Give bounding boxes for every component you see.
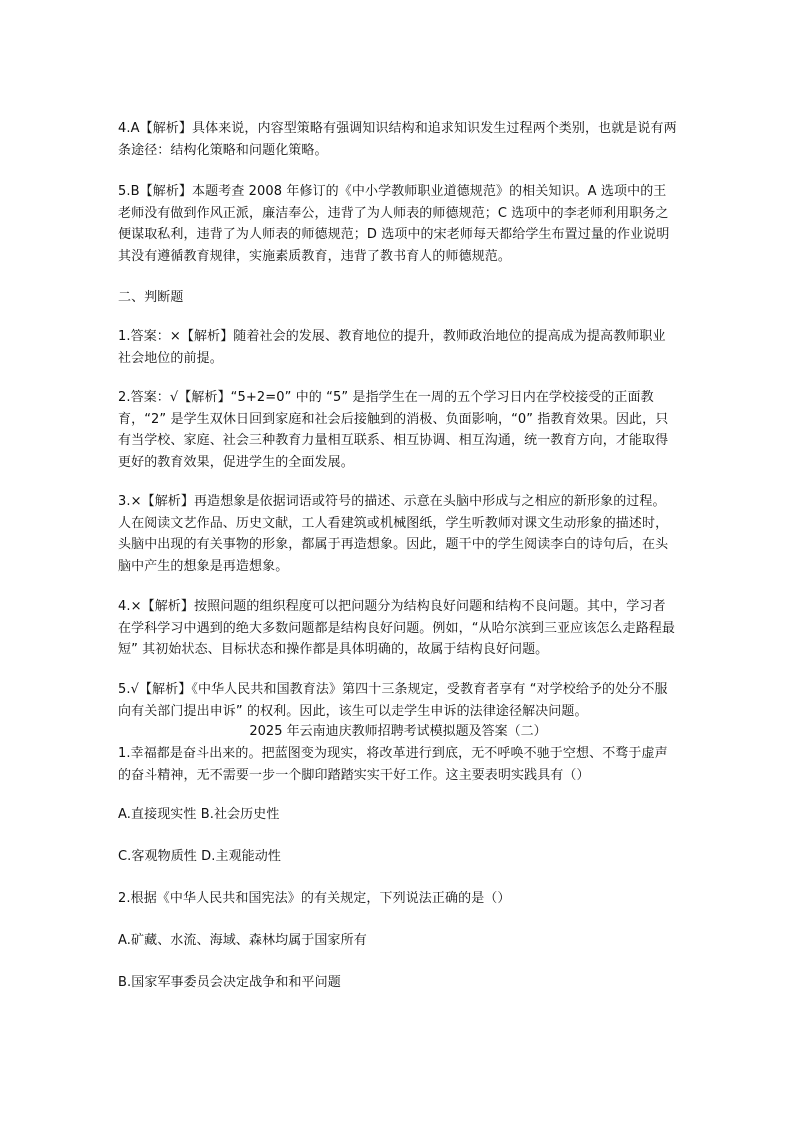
question-2-option-a: A.矿藏、水流、海域、森林均属于国家所有 [118,933,367,948]
explanation-tf-4: 4.×【解析】按照问题的组织程度可以把问题分为结构良好问题和结构不良问题。其中，学习者在学科学习中遇到的绝大多数问题都是结构良好问题。例如，“从哈尔滨到三亚应该怎么走路程最短” 其初始状态、目标状态和操作都是具体明确的，故属于结构良好问题。 [118,599,676,657]
question-1: 1.幸福都是奋斗出来的。把蓝图变为现实，将改革进行到底，无不呼唤不驰于空想、不骛于虚声的奋斗精神，无不需要一步一个脚印踏踏实实干好工作。这主要表明实践具有（） [118,746,668,783]
explanation-tf-3: 3.×【解析】再造想象是依据词语或符号的描述、示意在头脑中形成与之相应的新形象的过程。人在阅读文艺作品、历史文献，工人看建筑或机械图纸，学生听教师对课文生动形象的描述时，头脑中出现的有关事物的形象，都属于再造想象。因此，题干中的学生阅读李白的诗句后，在头脑中产生的想象是再造想象。 [118,494,669,574]
explanation-tf-1: 1.答案：×【解析】随着社会的发展、教育地位的提升，教师政治地位的提高成为提高教师职业社会地位的前提。 [118,329,666,366]
explanation-tf-2: 2.答案：√【解析】“5+2=0” 中的 “5” 是指学生在一周的五个学习日内在学校接受的正面教育，“2” 是学生双休日回到家庭和社会后接触到的消极、负面影响，“0” 指教育效果。因此，只有当学校、家庭、社会三种教育力量相互联系、相互协调、相互沟通，统一教育方向，才能取得更好的教育效果，促进学生的全面发展。 [118,390,669,470]
explanation-mc-5: 5.B【解析】本题考查 2008 年修订的《中小学教师职业道德规范》的相关知识。A 选项中的王老师没有做到作风正派，廉洁奉公，违背了为人师表的师德规范；C 选项中的李老师利用职务之便谋取私利，违背了为人师表的师德规范；D 选项中的宋老师每天都给学生布置过量的作业说明其没有遵循教育规律，实施素质教育，违背了教书育人的师德规范。 [118,184,670,264]
exam-title: 2025 年云南迪庆教师招聘考试模拟题及答案（二） [249,724,547,739]
question-2: 2.根据《中华人民共和国宪法》的有关规定，下列说法正确的是（） [118,891,511,906]
question-1-options-cd: C.客观物质性 D.主观能动性 [118,849,281,864]
question-1-options-ab: A.直接现实性 B.社会历史性 [118,807,280,822]
explanation-tf-5: 5.√【解析】《中华人民共和国教育法》第四十三条规定，受教育者享有 “对学校给予的处分不服向有关部门提出申诉” 的权利。因此，该生可以走学生申诉的法律途径解决问题。 [118,682,668,719]
question-2-option-b: B.国家军事委员会决定战争和和平问题 [118,975,341,990]
explanation-mc-4: 4.A【解析】具体来说，内容型策略有强调知识结构和追求知识发生过程两个类别，也就是说有两条途径：结构化策略和问题化策略。 [118,121,677,158]
section-heading-true-false: 二、判断题 [118,290,184,305]
